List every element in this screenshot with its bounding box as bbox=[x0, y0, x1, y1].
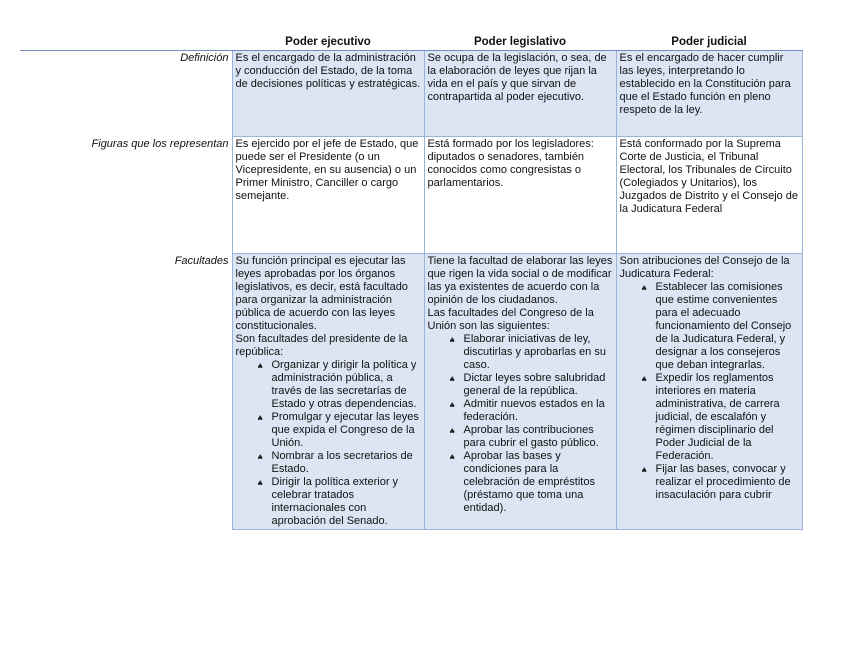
legislativo-intro2: Las facultades del Congreso de la Unión son las siguientes: bbox=[427, 307, 594, 332]
list-item: ♥ Aprobar las bases y condiciones para la celebración de empréstitos (préstamo que toma una entidad). bbox=[450, 450, 613, 515]
row-definicion bbox=[20, 51, 802, 137]
cell-facultades-ejecutivo bbox=[232, 254, 424, 530]
header-judicial: Poder judicial bbox=[616, 36, 802, 51]
cell-definicion-judicial: Es el encargado de hacer cumplir las leyes, interpretando lo establecido en la Constitución para que el Estado función en pleno respeto de la ley. bbox=[616, 51, 802, 137]
list-item: ♥ Expedir los reglamentos interiores en materia administrativa, de carrera judicial, de escalafón y régimen disciplinario del Poder Judicial de la Federación. bbox=[642, 372, 799, 463]
cell-facultades-legislativo bbox=[424, 254, 616, 530]
list-item: ♥ Promulgar y ejecutar las leyes que expida el Congreso de la Unión. bbox=[258, 411, 421, 450]
row-figuras bbox=[20, 137, 802, 254]
list-item: ♥ Dirigir la política exterior y celebrar tratados internacionales con aprobación del Senado. bbox=[258, 476, 421, 528]
cell-definicion-legislativo: Se ocupa de la legislación, o sea, de la elaboración de leyes que rijan la vida en el país y que sirvan de contrapartida al poder ejecutivo. bbox=[424, 51, 616, 137]
list-item: ♥ Dictar leyes sobre salubridad general de la república. bbox=[450, 372, 613, 398]
judicial-intro: Son atribuciones del Consejo de la Judicatura Federal: bbox=[619, 255, 790, 280]
header-legislativo: Poder legislativo bbox=[424, 36, 616, 51]
cell-facultades-judicial bbox=[616, 254, 802, 530]
list-item: ♥ Fijar las bases, convocar y realizar el procedimiento de insaculación para cubrir bbox=[642, 463, 799, 502]
list-item: ♥ Admitir nuevos estados en la federación. bbox=[450, 398, 613, 424]
list-item: ♥ Aprobar las contribuciones para cubrir el gasto público. bbox=[450, 424, 613, 450]
ejecutivo-intro2: Son facultades del presidente de la república: bbox=[235, 333, 408, 358]
comparison-table bbox=[20, 36, 803, 530]
judicial-list bbox=[620, 281, 799, 502]
ejecutivo-intro: Su función principal es ejecutar las leyes aprobadas por los órganos legislativos, es decir, está facultado para organizar la administración pública de acuerdo con las leyes constitucionales. bbox=[235, 255, 408, 332]
list-item: ♥ Organizar y dirigir la política y administración pública, a través de las secretarías de Estado y otras dependencias. bbox=[258, 359, 421, 411]
cell-figuras-judicial: Está conformado por la Suprema Corte de Justicia, el Tribunal Electoral, los Tribunales de Circuito (Colegiados y Unitarios), los Juzgados de Distrito y el Consejo de la Judicatura Federal bbox=[616, 137, 802, 254]
legislativo-list bbox=[428, 333, 613, 515]
row-label-figuras: Figuras que los representan bbox=[91, 137, 229, 150]
list-item: ♥ Establecer las comisiones que estime convenientes para el adecuado funcionamiento del Consejo de la Judicatura Federal, y designar a los consejeros que deban integrarlas. bbox=[642, 281, 799, 372]
header-blank bbox=[20, 36, 232, 51]
list-item: ♥ Nombrar a los secretarios de Estado. bbox=[258, 450, 421, 476]
cell-definicion-ejecutivo: Es el encargado de la administración y conducción del Estado, de la toma de decisiones políticas y estratégicas. bbox=[232, 51, 424, 137]
legislativo-intro: Tiene la facultad de elaborar las leyes que rigen la vida social o de modificar las ya existentes de acuerdo con la opinión de los ciudadanos. bbox=[427, 255, 613, 306]
header-ejecutivo: Poder ejecutivo bbox=[232, 36, 424, 51]
cell-figuras-ejecutivo: Es ejercido por el jefe de Estado, que puede ser el Presidente (o un Vicepresidente, en su ausencia) o un Primer Ministro, Canciller o cargo semejante. bbox=[232, 137, 424, 254]
header-row bbox=[20, 36, 802, 51]
row-label-definicion: Definición bbox=[180, 52, 229, 64]
row-label-facultades: Facultades bbox=[174, 254, 229, 267]
cell-figuras-legislativo: Está formado por los legisladores: diputados o senadores, también conocidos como congresistas o parlamentarios. bbox=[424, 137, 616, 254]
ejecutivo-list bbox=[236, 359, 421, 528]
row-facultades bbox=[20, 254, 802, 530]
list-item: ♥ Elaborar iniciativas de ley, discutirlas y aprobarlas en su caso. bbox=[450, 333, 613, 372]
